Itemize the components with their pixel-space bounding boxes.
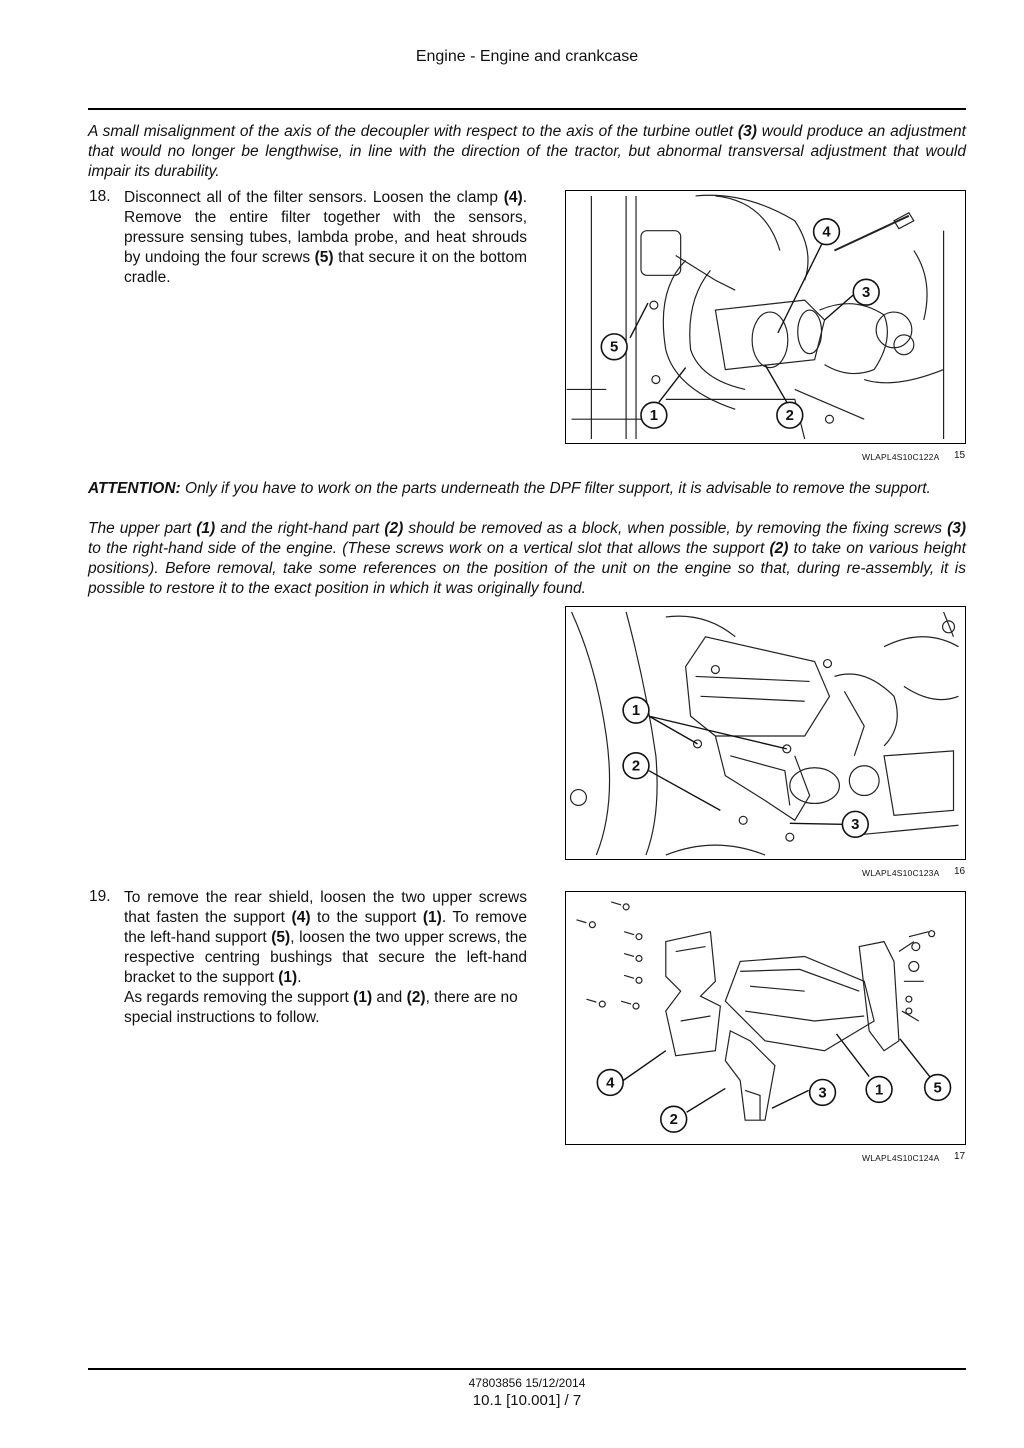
fig17-support-5 bbox=[859, 942, 899, 1051]
fig17-callout-3: 3 bbox=[818, 1085, 827, 1102]
fig17-support-4 bbox=[666, 932, 721, 1056]
fig17-callout-2: 2 bbox=[669, 1112, 678, 1129]
figure-17-illustration bbox=[566, 892, 965, 1144]
fig15-leader-2 bbox=[765, 365, 787, 403]
step-19-t3: . To remove the left-hand support bbox=[124, 909, 527, 946]
step-19-t2: to the support bbox=[310, 909, 423, 926]
fig17-leader-4 bbox=[623, 1051, 666, 1081]
figure-16-illustration bbox=[566, 607, 965, 859]
figure-17-exploded-supports bbox=[565, 891, 966, 1145]
attention-t2: The upper part bbox=[88, 520, 197, 537]
page-header-title: Engine - Engine and crankcase bbox=[415, 48, 639, 65]
intro-text-1: A small misalignment of the axis of the decoupler with respect to the axis of the turbine outlet bbox=[88, 123, 738, 140]
intro-text-2: would produce an adjustment that would no longer be lengthwise, in line with the direction of the tractor, but abnormal transversal adjustment that would impair its durability. bbox=[88, 123, 966, 180]
step-19-t7: and bbox=[372, 989, 407, 1006]
attention-ref-2: (2) bbox=[384, 520, 404, 537]
attention-t5: to the right-hand side of the engine. (These screws work on a vertical slot that allows the support bbox=[88, 540, 770, 557]
attention-t1: Only if you have to work on the parts underneath the DPF filter support, it is advisable to remove the support. bbox=[180, 480, 931, 497]
fig16-leader-2 bbox=[649, 771, 720, 811]
footer-document-number: 47803856 15/12/2014 bbox=[468, 1376, 586, 1390]
step-18-ref-4: (4) bbox=[503, 189, 523, 206]
step-19-t1: To remove the rear shield, loosen the two upper screws that fasten the support bbox=[124, 889, 527, 926]
fig15-callout-2: 2 bbox=[785, 408, 794, 425]
step-19-t4: , loosen the two upper screws, the respective centring bushings that secure the left-hand bracket to the support bbox=[124, 929, 527, 986]
intro-paragraph bbox=[88, 122, 966, 182]
header-rule bbox=[88, 108, 966, 110]
step-18-t1: Disconnect all of the filter sensors. Loosen the clamp bbox=[124, 189, 504, 206]
step-18-ref-5: (5) bbox=[314, 249, 334, 266]
figure-15-engine-filter bbox=[565, 190, 966, 444]
fig17-screws-left bbox=[577, 902, 642, 1009]
step-18-number: 18. bbox=[89, 188, 111, 205]
step-18-t3: that secure it on the bottom cradle. bbox=[124, 249, 527, 286]
figure-16-number: 16 bbox=[954, 866, 966, 877]
figure-17-number: 17 bbox=[954, 1151, 966, 1162]
step-19-t6: As regards removing the support bbox=[124, 989, 354, 1006]
figure-16-dpf-support bbox=[565, 606, 966, 860]
attention-label: ATTENTION: bbox=[88, 480, 181, 497]
step-19-ref-1c: (1) bbox=[353, 989, 373, 1006]
attention-t3: and the right-hand part bbox=[215, 520, 385, 537]
step-19-paragraph-1 bbox=[124, 888, 527, 988]
fig16-callout-1: 1 bbox=[631, 703, 641, 720]
fig16-leader-1a bbox=[649, 716, 698, 744]
fig16-callout-2: 2 bbox=[631, 758, 641, 775]
intro-ref: (3) bbox=[737, 123, 757, 140]
step-18-text bbox=[124, 188, 527, 288]
step-19-text bbox=[124, 888, 527, 1028]
fig17-leader-5 bbox=[900, 1039, 930, 1077]
fig15-callout-4: 4 bbox=[822, 224, 831, 241]
step-19-t5: . bbox=[297, 969, 302, 986]
footer-rule bbox=[88, 1368, 966, 1370]
figure-15-illustration bbox=[566, 191, 965, 443]
fig15-leader-1 bbox=[659, 368, 686, 403]
fig16-leader-3 bbox=[790, 823, 843, 824]
footer-page-number: 10.1 [10.001] / 7 bbox=[472, 1392, 582, 1409]
fig15-callout-1: 1 bbox=[649, 408, 659, 425]
attention-t4: should be removed as a block, when possible, by removing the fixing screws bbox=[403, 520, 948, 537]
figure-15-code: WLAPL4S10C122A bbox=[862, 452, 940, 462]
fig17-support-2 bbox=[725, 1031, 775, 1120]
fig17-callout-1: 1 bbox=[874, 1082, 884, 1099]
fig16-callout-3: 3 bbox=[851, 817, 860, 834]
figure-16-code: WLAPL4S10C123A bbox=[862, 868, 940, 878]
step-19-t8: , there are no special instructions to follow. bbox=[124, 989, 518, 1026]
fig15-leader-5 bbox=[630, 303, 648, 338]
fig15-callout-3: 3 bbox=[862, 285, 871, 302]
fig17-leader-3 bbox=[772, 1090, 809, 1108]
fig17-leader-1 bbox=[836, 1034, 869, 1077]
step-19-ref-1b: (1) bbox=[278, 969, 298, 986]
fig17-callout-4: 4 bbox=[606, 1075, 615, 1092]
step-19-paragraph-2 bbox=[124, 988, 527, 1028]
step-18-t2: . Remove the entire filter together with the sensors, pressure sensing tubes, lambda probe, and heat shrouds by undoing the four screws bbox=[124, 189, 527, 266]
attention-ref-1: (1) bbox=[196, 520, 216, 537]
step-19-ref-2: (2) bbox=[406, 989, 426, 1006]
attention-paragraph bbox=[88, 479, 966, 499]
attention-t6: to take on various height positions). Before removal, take some references on the position of the unit on the engine so that, during re-assembly, it is possible to restore it to the exact position in which it was originally found. bbox=[88, 540, 966, 597]
fig17-leader-2 bbox=[687, 1088, 726, 1112]
attention-ref-3: (3) bbox=[947, 520, 967, 537]
fig15-callout-5: 5 bbox=[610, 339, 619, 356]
fig16-upper-support bbox=[686, 637, 830, 736]
step-19-number: 19. bbox=[89, 888, 111, 905]
attention-detail-paragraph bbox=[88, 519, 966, 599]
figure-15-number: 15 bbox=[954, 450, 966, 461]
step-19-ref-4: (4) bbox=[291, 909, 311, 926]
step-19-ref-5: (5) bbox=[271, 929, 291, 946]
fig17-callout-5: 5 bbox=[933, 1080, 942, 1097]
attention-ref-2b: (2) bbox=[769, 540, 789, 557]
figure-17-code: WLAPL4S10C124A bbox=[862, 1153, 940, 1163]
step-19-ref-1: (1) bbox=[422, 909, 442, 926]
